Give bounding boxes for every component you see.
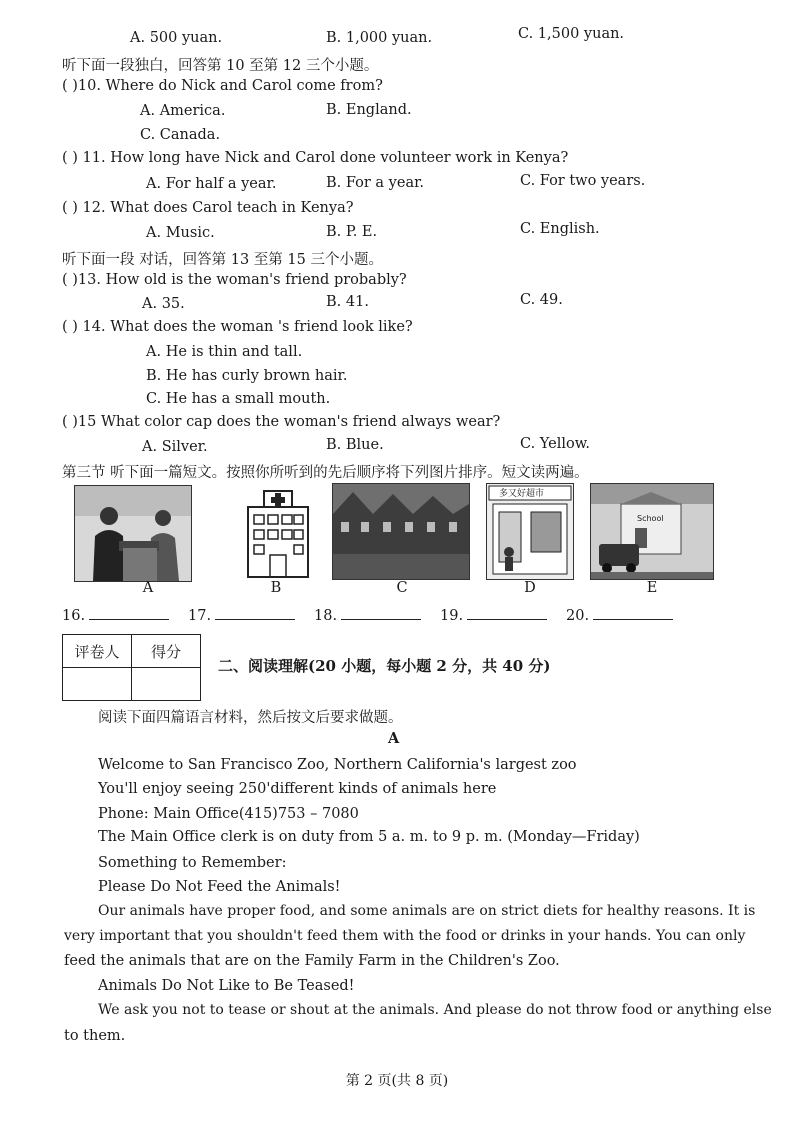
score-table [62, 634, 201, 701]
q10-option-a: A. America. [140, 103, 226, 119]
q9-option-a: A. 500 yuan. [130, 30, 223, 46]
q13-option-b: B. 41. [326, 294, 369, 310]
q15-stem: ( )15 What color cap does the woman's friend always wear? [62, 414, 501, 430]
passage-line-3: Phone: Main Office(415)753 – 7080 [98, 806, 359, 822]
score-table-grader-header: 评卷人 [63, 635, 132, 668]
passage-line-7: Our animals have proper food, and some animals are on strict diets for healthy reasons. It is [98, 903, 756, 919]
score-table-grader-cell[interactable] [63, 668, 132, 701]
q14-option-c: C. He has a small mouth. [146, 391, 331, 407]
passage-a-label: A [388, 730, 400, 747]
q12-option-b: B. P. E. [326, 224, 378, 240]
q11-stem: ( ) 11. How long have Nick and Carol done volunteer work in Kenya? [62, 150, 569, 166]
blank-19-label: 19. [440, 608, 464, 624]
q15-option-c: C. Yellow. [520, 436, 590, 452]
q11-option-c: C. For two years. [520, 173, 646, 189]
q12-stem: ( ) 12. What does Carol teach in Kenya? [62, 200, 354, 216]
instruction-10-12: 听下面一段独白，回答第 10 至第 12 三个小题。 [62, 58, 379, 74]
picture-label-c: C [396, 580, 408, 596]
picture-label-a: A [142, 580, 154, 596]
passage-line-4: The Main Office clerk is on duty from 5 a. m. to 9 p. m. (Monday—Friday) [98, 829, 640, 845]
answer-blank-18[interactable] [314, 605, 421, 624]
passage-line-11: We ask you not to tease or shout at the animals. And please do not throw food or anything else [98, 1002, 772, 1018]
passage-line-6: Please Do Not Feed the Animals! [98, 879, 341, 895]
section3-heading: 第三节 听下面一篇短文。按照你所听到的先后顺序将下列图片排序。短文读两遍。 [62, 465, 589, 481]
picture-e-school [590, 483, 714, 580]
reading-instruction: 阅读下面四篇语言材料，然后按文后要求做题。 [98, 710, 403, 726]
q15-option-a: A. Silver. [142, 439, 208, 455]
q14-option-a: A. He is thin and tall. [146, 344, 303, 360]
picture-c-houses [332, 483, 470, 580]
picture-d-supermarket [486, 483, 574, 580]
picture-label-b: B [270, 580, 282, 596]
q14-option-b: B. He has curly brown hair. [146, 368, 348, 384]
passage-line-8: very important that you shouldn't feed them with the food or drinks in your hands. You can only [64, 928, 746, 944]
score-table-score-cell[interactable] [132, 668, 201, 701]
q13-stem: ( )13. How old is the woman's friend probably? [62, 272, 407, 288]
q15-option-b: B. Blue. [326, 437, 384, 453]
page-footer: 第 2 页(共 8 页) [345, 1073, 449, 1089]
picture-a-chess [74, 485, 192, 582]
q11-option-a: A. For half a year. [146, 176, 277, 192]
blank-18-label: 18. [314, 608, 338, 624]
q10-option-b: B. England. [326, 102, 412, 118]
blank-16-label: 16. [62, 608, 86, 624]
q10-stem: ( )10. Where do Nick and Carol come from? [62, 78, 383, 94]
passage-line-9: feed the animals that are on the Family Farm in the Children's Zoo. [64, 953, 560, 969]
q9-option-b: B. 1,000 yuan. [326, 30, 433, 46]
score-table-score-header: 得分 [132, 635, 201, 668]
q9-option-c: C. 1,500 yuan. [518, 26, 625, 42]
passage-line-1: Welcome to San Francisco Zoo, Northern California's largest zoo [98, 757, 577, 773]
answer-blank-17[interactable] [188, 605, 295, 624]
passage-line-2: You'll enjoy seeing 250'different kinds of animals here [98, 781, 497, 797]
part2-title: 二、阅读理解(20 小题，每小题 2 分，共 40 分) [218, 657, 551, 675]
q12-option-a: A. Music. [146, 225, 215, 241]
passage-line-12: to them. [64, 1028, 126, 1044]
picture-d-sign: 多又好超市 [499, 489, 545, 499]
q11-option-b: B. For a year. [326, 175, 425, 191]
answer-blank-16[interactable] [62, 605, 169, 624]
blank-17-label: 17. [188, 608, 212, 624]
q13-option-c: C. 49. [520, 292, 563, 308]
q12-option-c: C. English. [520, 221, 600, 237]
q14-stem: ( ) 14. What does the woman 's friend look like? [62, 319, 413, 335]
q13-option-a: A. 35. [142, 296, 185, 312]
instruction-13-15: 听下面一段 对话，回答第 13 至第 15 三个小题。 [62, 252, 383, 268]
blank-20-label: 20. [566, 608, 590, 624]
q10-option-c: C. Canada. [140, 127, 221, 143]
passage-line-5: Something to Remember: [98, 855, 287, 871]
picture-label-e: E [646, 580, 658, 596]
picture-b-hospital [238, 485, 318, 580]
passage-line-10: Animals Do Not Like to Be Teased! [98, 978, 355, 994]
answer-blank-20[interactable] [566, 605, 673, 624]
picture-e-sign: School [637, 514, 664, 523]
picture-label-d: D [524, 580, 536, 596]
answer-blank-19[interactable] [440, 605, 547, 624]
